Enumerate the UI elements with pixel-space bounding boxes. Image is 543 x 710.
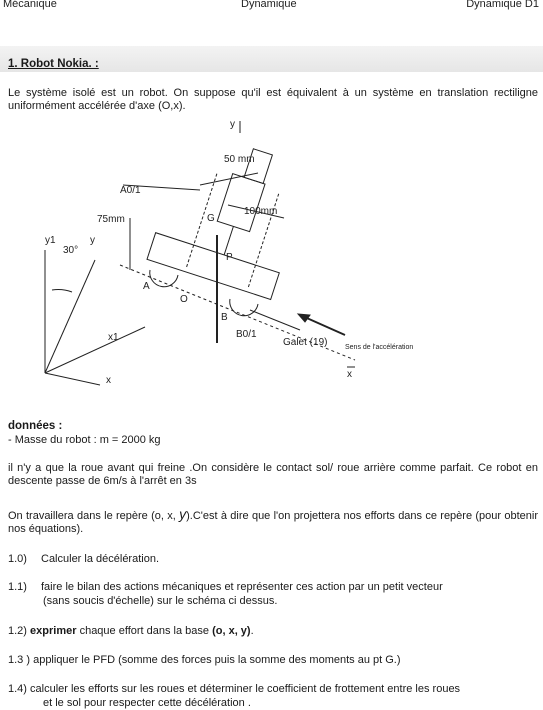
o-label: O: [180, 294, 188, 305]
b-label: B: [221, 312, 228, 323]
masse-line: - Masse du robot : m = 2000 kg: [8, 434, 161, 446]
robot-base: [147, 233, 279, 300]
galet-label: Galet (19): [283, 337, 328, 348]
x-vector-label: x: [347, 369, 352, 380]
question-1-3: 1.3 ) appliquer le PFD (somme des forces puis la somme des moments au pt G.): [8, 654, 401, 666]
repere-y-handwritten: y: [179, 506, 187, 522]
p-label: P: [226, 252, 233, 263]
axis-x: [45, 373, 100, 385]
y1-label: y1: [45, 235, 56, 246]
g-label: G: [207, 213, 215, 224]
intro-paragraph: Le système isolé est un robot. On suppose qu'il est équivalent à un système en translation rectiligne uniformément accélérée d'axe (O,x).: [8, 87, 538, 112]
question-1-2: 1.2) exprimer chaque effort dans la base (o, x, y).: [8, 625, 254, 637]
front-wheel: [230, 299, 258, 316]
question-1-1: 1.1) faire le bilan des actions mécaniques et représenter ces action par un petit vecteur (sans soucis d'échelle) sur le schéma ci dessus.: [8, 581, 443, 607]
angle-label: 30°: [63, 245, 79, 256]
donnees-title: données :: [8, 420, 63, 432]
a-label: A: [143, 281, 150, 292]
dim-50-label: 50 mm: [224, 154, 255, 165]
axis-x1: [45, 327, 145, 373]
question-1-0: 1.0) Calculer la décélération.: [8, 553, 160, 565]
header-center: Dynamique: [241, 0, 297, 10]
dim-100-label: 100mm: [244, 206, 278, 217]
y-vector-label: y: [230, 119, 235, 130]
acceleration-sense-label: Sens de l'accélération: [345, 344, 414, 351]
repere-text-a: On travaillera dans le repère (o, x,: [8, 510, 180, 522]
section-title: 1. Robot Nokia. :: [8, 58, 99, 70]
b01-label: B0/1: [236, 329, 257, 340]
x1-label: x1: [108, 332, 119, 343]
robot-column: [217, 174, 265, 232]
question-1-4: 1.4) calculer les efforts sur les roues et déterminer le coefficient de frottement entre les roues et le sol pour respecter cette décélération .: [8, 683, 461, 709]
axis-y: [45, 260, 95, 373]
dim-75-label: 75mm: [97, 214, 125, 225]
repere-paragraph: [8, 508, 538, 536]
robot-diagram: [0, 115, 543, 415]
a01-label: A0/1: [120, 185, 141, 196]
roue-paragraph: il n'y a que la roue avant qui freine .On considère le contact sol/ roue arrière comme parfait. Ce robot en descente passe de 6m/s à l'arrêt en 3s: [8, 462, 538, 487]
header-left: Mécanique: [3, 0, 57, 10]
x-label: x: [106, 375, 111, 386]
header-right: Dynamique D1: [466, 0, 539, 10]
repere-text-b: ).C'est à dire que l'on projettera nos efforts dans ce repère (pour obtenir nos équations).: [8, 510, 539, 535]
y-label: y: [90, 235, 95, 246]
